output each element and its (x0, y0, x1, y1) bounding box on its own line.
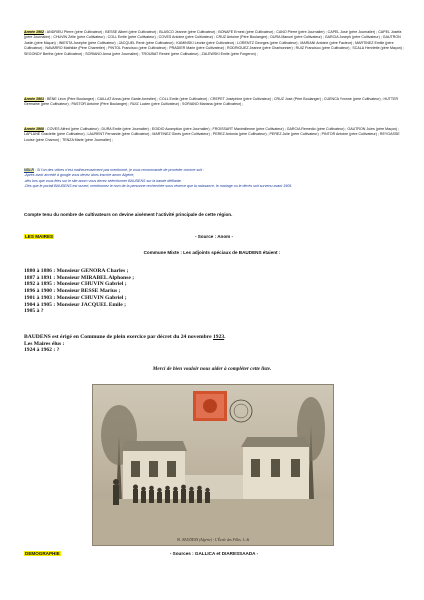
mayor-entry: 1904 à 1905 : Monsieur JACQUEL Emile ; (24, 301, 126, 308)
maires-period: 1924 à 1962 : ? (24, 347, 60, 354)
note-line: -Dès que le portail BAUDENS est ouvert, mentionnez le nom de la personne recherchée sous réserve que la naissance, le mariage ou le décès soit survenu avant 1905. (24, 184, 293, 189)
births-text: : ANDRIEU Pierre (père Cultivateur) ; BESSE Albert (père Cultivateur) ; BLASCO Jeanne (père Cultivateur) ; BONAFE Ernest (père Cultivateur) ; CANO Pierre (père Journalier) ; CAPEL José (père Journalier) ; CAPEL Joséfa (père Journalier) ; CHUVIN Zélie (père Cultivateur) ; COLL Emile (père Cultivateur) ; COVES Antoine (père Cultivateur) ; CRUZ Antoine (Père Boulanger) ; DURA Manuel (père Cultivateur) ; GARCIA Joseph (père Cultivateur) ; GAUTRON Justin (père Maçon) ; INIESTA Joséphe (père Cultivateur) ; JACQUEL René (père Cultivateur) ; KAMINSKI Léonie (père Cultivateur) ; LORENTZ Georges (père Cultivateur) ; MARIANI Antoine (père Facteur) ; MARTINEZ Emilie (père Cultivateur) ; NAVARRO Mathilde (Père Charretier) ; PINTOL Francisco (père Cultivateur) ; PRADIER Marie (père Cultivateur) ; RODRIGUEZ Jeanne (père Charbonnier) ; RUIZ Francisco (père Cultivateur) ; SCALA Henriette (père Maçon) ; SEGONDY Berthe (père Cultivateur) ; SORIANO Anna (père Journalier) ; TROUBAT Renée (père Cultivateur) ; ZALEWSKI Emile (père Forgeron) ; (24, 30, 404, 56)
births-1900 (24, 127, 404, 143)
section-source: - Source : Anom - (194, 234, 234, 239)
ndlr-label: NDLR (24, 168, 34, 172)
mayor-entry: 1896 à 1900 : Monsieur BESSE Marius ; (24, 288, 121, 295)
erige-end: . (224, 334, 226, 340)
section-label: LES MAIRES (25, 234, 54, 239)
commune-info (24, 334, 404, 354)
section-label: DEMOGRAPHIE (25, 551, 60, 556)
year-label: Année 1901 (24, 97, 44, 101)
mayors-list (24, 268, 404, 315)
births-1901 (24, 97, 404, 108)
mayor-entry: 1905 à ? (24, 308, 44, 315)
demographie-header (24, 551, 404, 559)
births-text: : BÉNE Léon (Père Boulanger) ; CAILLAT Anna (père Garde-forestier) ; COLL Emile (père Cultivateur) ; CREPET Joséphine (père Cultivateur) ; CRUZ José (Père Boulanger) ; CUENCA Yvonne (père Cultivateur) ; HUTTER Germaine (père Cultivateur) ; PASTOR Antoine (Père Boulanger) ; RUIZ Lucien (père Cultivateur) ; SORIANO Mariana (père Cultivateur) ; (24, 97, 399, 107)
maires-elus: Les Maires élus : (24, 340, 65, 347)
section-source: - Sources : GALLICA et DIARESSAADA - (169, 551, 259, 556)
year-label: Année 1900 (24, 127, 44, 131)
year-label: Année 1902 (24, 30, 44, 34)
note-line: -Après avoir accédé à google vous devez alors inscrire anom Algérie, (24, 173, 135, 178)
note-line: : Si l'un des vôtres n'est malheureusement pas mentionné, je vous recommande de procéder comme suit : (33, 168, 204, 172)
school-postcard-photo (92, 384, 334, 546)
births-text: : COVES Alfred (père Cultivateur) ; DURA Emile (père Journalier) ; EGIDIO Acomption (père Journalier) ; FROISSART Maximilienne (père Cultivateur) ; GARCIA Remedio (père Cultivateur) ; GAUTRON Jules (père Maçon) ; LAPLANE Graciette (père Cultivateur) ; LAURENT Fernande (père Cultivateur) ; MARTINEZ Ginès (père Cultivateur) ; PEREZ Antonia (père Cultivateur) ; PEREZ Julie (père Cultivateur) ; PINTOR Antoine (père Cultivateur) ; REYGASSE Louise (père Charron) ; TENZA Marie (père Journalier) ; (24, 127, 400, 142)
maires-subtitle: Commune Mixte : Les adjoints spéciaux de BAUDENS étaient : (143, 250, 281, 255)
merci-text: Merci de bien vouloir nous aider à compléter cette liste. (152, 366, 272, 372)
births-1902 (24, 30, 404, 57)
note-line: -dès lors que vous êtes sur le site anom vous devez sélectionner BAUDENS sur la bande défilante. (24, 178, 182, 183)
mayor-entry: 1880 à 1886 : Monsieur GENORA Charles ; (24, 268, 129, 274)
summary-text: Compte tenu du nombre de cultivateurs on devine aisément l'activité principale de cette région. (24, 212, 233, 217)
mayor-entry: 1901 à 1903 : Monsieur CHUVIN Gabriel ; (24, 294, 127, 301)
postcard-caption: 91. BAUDENS (Algérie) - L'École des Filles. L. & (176, 538, 250, 542)
erige-text: BAUDENS est érigé en Commune de plein exercice par décret du 24 novembre (24, 334, 213, 340)
mayor-entry: 1892 à 1895 : Monsieur CHUVIN Gabriel ; (24, 281, 127, 288)
erige-year: 1923 (212, 334, 225, 340)
ndlr-note (24, 168, 404, 190)
mayor-entry: 1887 à 1891 : Monsieur MIRABEL Alphonse ; (24, 274, 135, 281)
photo-illustration (93, 385, 333, 545)
maires-header (24, 234, 404, 242)
